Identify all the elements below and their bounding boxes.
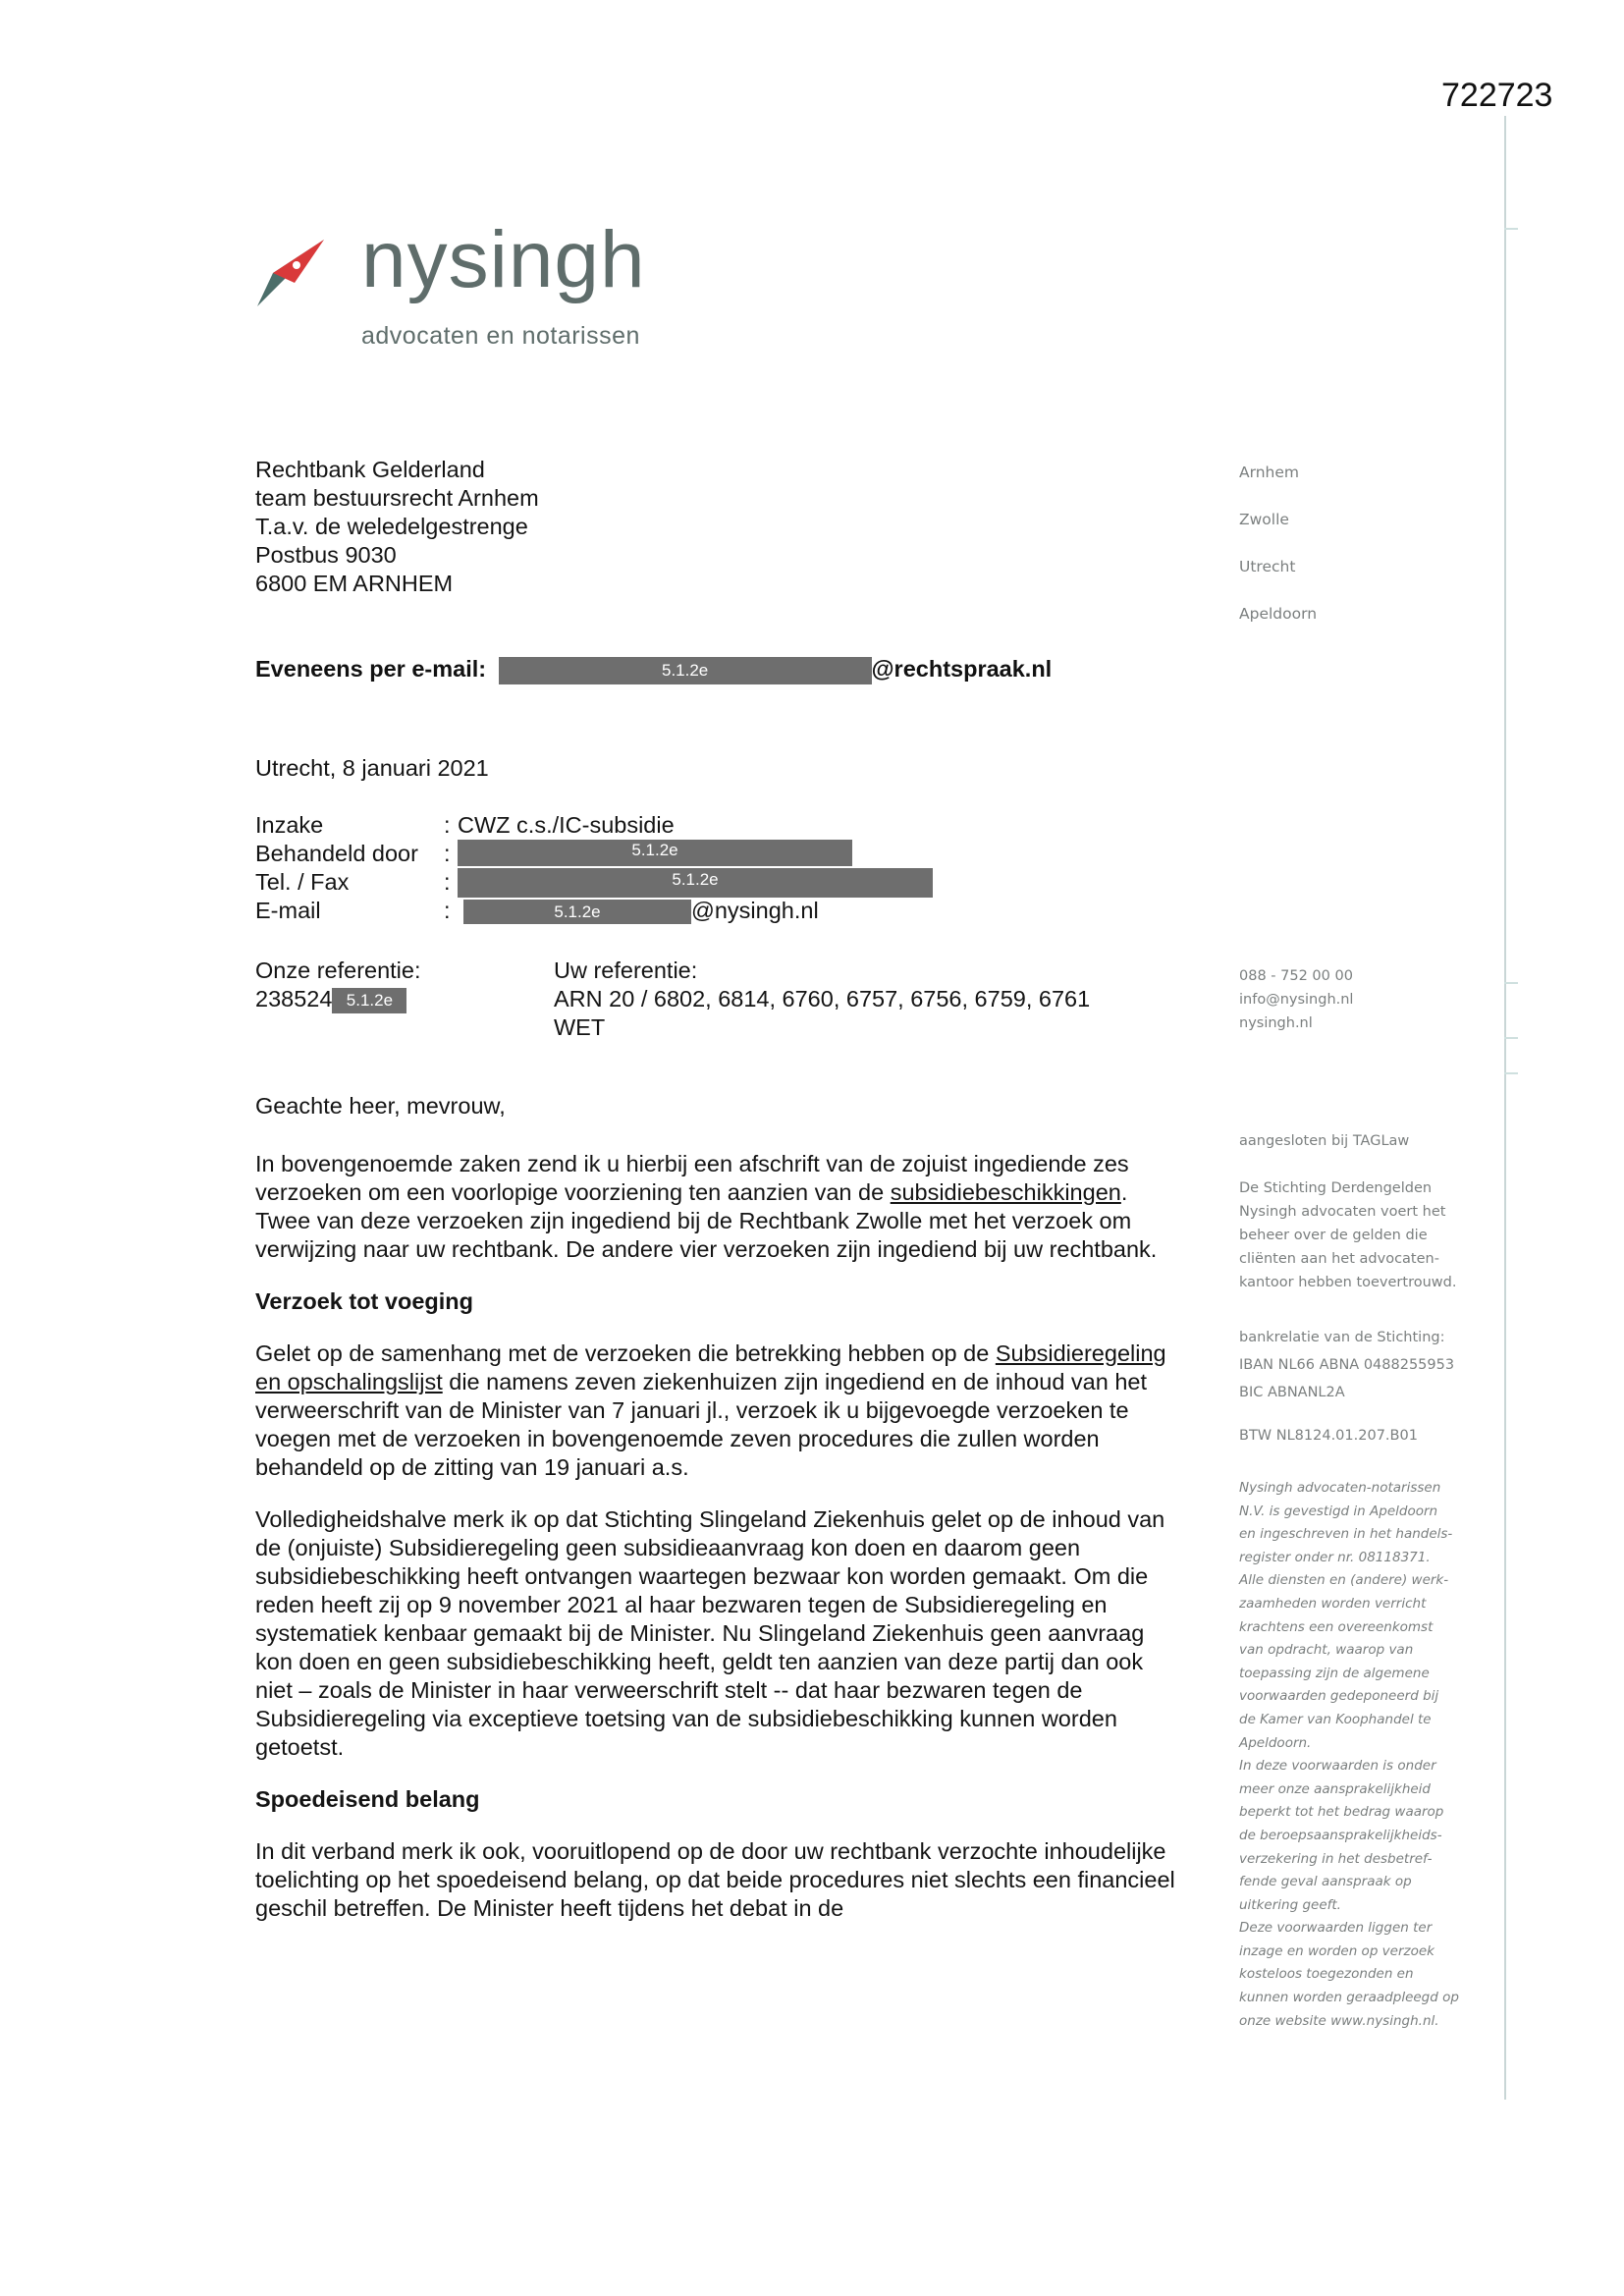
scan-tick (1504, 1037, 1518, 1039)
email-copy-label: Eveneens per e-mail: (255, 656, 487, 682)
our-reference-value: 238524 5.1.2e (255, 985, 421, 1013)
stichting-note: De Stichting Derdengelden Nysingh advocaten voert het beheer over de gelden die cliënten aan het advocaten- kantoor hebben toevertrouwd. (1239, 1180, 1457, 1290)
document-id: 722723 (1441, 77, 1553, 114)
redaction-box: 5.1.2e (458, 840, 852, 866)
address-line: team bestuursrecht Arnhem (255, 485, 539, 511)
contact-phone: 088 - 752 00 00 (1239, 968, 1353, 984)
email-value (463, 897, 819, 925)
paragraph: Gelet op de samenhang met de verzoeken die betrekking hebben op de Subsidieregeling en opschalingslijst die namens zeven ziekenhuizen zijn ingediend en de inhoud van het verweerschrift van de Minister van 7 januari jl., verzoek ik u bijgevoegde verzoeken te voegen met de verzoeken in bovengenoemde zeven procedures die zullen worden behandeld op de zitting van 19 januari a.s. (255, 1340, 1166, 1480)
email-domain: @nysingh.nl (691, 898, 819, 923)
scan-tick (1504, 1072, 1518, 1074)
email-label: E-mail (255, 898, 321, 923)
office-city: Utrecht (1239, 558, 1296, 575)
scan-tick (1504, 228, 1518, 230)
btw-number: BTW NL8124.01.207.B01 (1239, 1428, 1418, 1444)
affiliation: aangesloten bij TAGLaw (1239, 1133, 1410, 1149)
colon: : (444, 841, 451, 866)
logo-wordmark: nysingh (361, 215, 646, 304)
redaction-box: 5.1.2e (458, 868, 933, 898)
our-reference-label: Onze referentie: (255, 957, 421, 983)
legal-disclaimer: Nysingh advocaten-notarissen N.V. is gevestigd in Apeldoorn en ingeschreven in het handels- register onder nr. 08118371. Alle diensten en (andere) werk- zaamheden worden verricht krachtens een overeenkomst van opdracht, waarop van toepassing zijn de algemene voorwaarden gedeponeerd bij de Kamer van Koophandel te Apeldoorn. In deze voorwaarden is onder meer onze aansprakelijkheid beperkt tot het bedrag waarop de beroepsaansprakelijkheids- verzekering in het desbetref- fende geval aanspraak op uitkering geeft. Deze voorwaarden liggen ter inzage en worden op verzoek kosteloos toegezonden en kunnen worden geraadpleegd op onze website www.nysingh.nl. (1239, 1480, 1459, 2029)
recipient-address (255, 456, 539, 598)
email-copy-domain: @rechtspraak.nl (871, 656, 1053, 682)
inzake-label: Inzake (255, 812, 324, 838)
logo-tagline: advocaten en notarissen (361, 322, 640, 350)
contact-website: nysingh.nl (1239, 1015, 1313, 1031)
underlined-term: subsidiebeschikkingen (890, 1179, 1121, 1205)
redaction-box: 5.1.2e (463, 900, 691, 924)
address-line: 6800 EM ARNHEM (255, 571, 454, 596)
your-reference-value: ARN 20 / 6802, 6814, 6760, 6757, 6756, 6759, 6761 (554, 986, 1091, 1011)
paragraph: In bovengenoemde zaken zend ik u hierbij een afschrift van de zojuist ingediende zes verzoeken om een voorlopige voorziening ten aanzien van de subsidiebeschikkingen. Twee van deze verzoeken zijn ingediend bij de Rechtbank Zwolle met het verzoek om verwijzing naar uw rechtbank. De andere vier verzoeken zijn ingediend bij uw rechtbank. (255, 1151, 1158, 1262)
contact-email: info@nysingh.nl (1239, 992, 1354, 1008)
letter-body (255, 1092, 1178, 1923)
office-city: Zwolle (1239, 511, 1289, 528)
redaction-box: 5.1.2e (332, 988, 406, 1013)
your-reference-value: WET (554, 1014, 606, 1040)
colon: : (444, 869, 451, 895)
address-line: T.a.v. de weledelgestrenge (255, 514, 528, 539)
inzake-value: CWZ c.s./IC-subsidie (458, 812, 675, 838)
behandeld-label: Behandeld door (255, 841, 418, 866)
contact-info (1239, 964, 1353, 1035)
office-city: Apeldoorn (1239, 605, 1318, 623)
underlined-term: Subsidieregeling en opschalingslijst (255, 1340, 1166, 1394)
address-line: Postbus 9030 (255, 542, 397, 568)
letter-date: Utrecht, 8 januari 2021 (255, 755, 489, 781)
email-copy-line (255, 656, 1052, 684)
our-reference (255, 957, 421, 1013)
scan-tick (1504, 982, 1518, 984)
office-city: Arnhem (1239, 464, 1299, 481)
colon: : (444, 812, 451, 838)
section-heading: Verzoek tot voeging (255, 1288, 473, 1314)
tel-label: Tel. / Fax (255, 869, 350, 895)
your-reference-label: Uw referentie: (554, 957, 698, 983)
colon: : (444, 898, 451, 923)
bank-details: bankrelatie van de Stichting: IBAN NL66 ABNA 0488255953 BIC ABNANL2A (1239, 1330, 1455, 1400)
paragraph: Volledigheidshalve merk ik op dat Stichting Slingeland Ziekenhuis gelet op de inhoud van de (onjuiste) Subsidieregeling geen subsidieaanvraag kon doen en daarom geen subsidiebeschikking heeft ontvangen waartegen bezwaar kon worden gemaakt. Om die reden heeft zij op 9 november 2021 al haar bezwaren tegen de Subsidieregeling en systematiek kenbaar gemaakt bij de Minister. Nu Slingeland Ziekenhuis geen aanvraag kon doen en geen subsidiebeschikking heeft, geldt ten aanzien van deze partij dan ook niet – zoals de Minister in haar verweerschrift stelt -- dat haar bezwaren tegen de Subsidieregeling via exceptieve toetsing van de subsidiebeschikking kunnen worden getoetst. (255, 1506, 1165, 1760)
scan-edge-line (1504, 116, 1506, 2100)
nysingh-logo-icon (253, 238, 326, 310)
paragraph: In dit verband merk ik ook, vooruitlopend op de door uw rechtbank verzochte inhoudelijke toelichting op het spoedeisend belang, op dat beide procedures niet slechts een financieel geschil betreffen. De Minister heeft tijdens het debat in de (255, 1838, 1175, 1921)
section-heading: Spoedeisend belang (255, 1786, 480, 1812)
office-locations (1239, 464, 1317, 652)
redaction-box: 5.1.2e (499, 657, 872, 684)
address-line: Rechtbank Gelderland (255, 457, 485, 482)
your-reference (554, 957, 1090, 1042)
salutation: Geachte heer, mevrouw, (255, 1093, 506, 1119)
